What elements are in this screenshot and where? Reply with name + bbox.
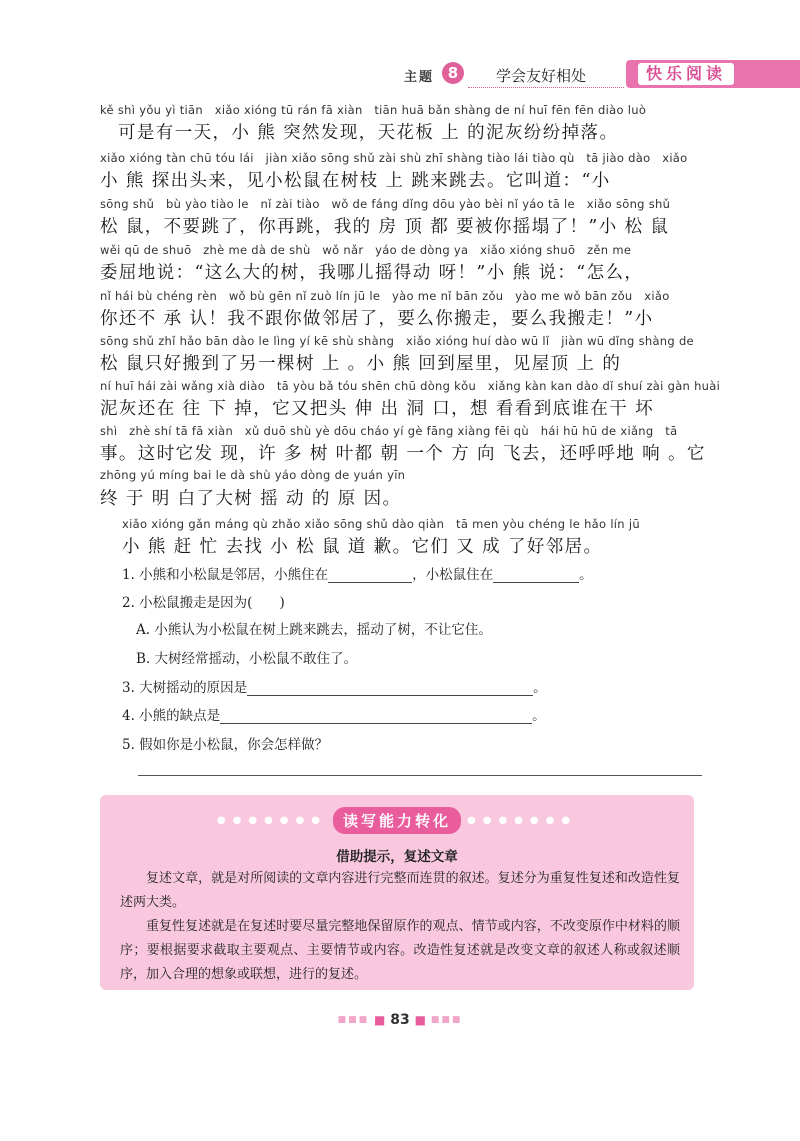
pinyin-line: xiǎo xióng tàn chū tóu lái jiàn xiǎo sōng shǔ zài shù zhī shàng tiào lái tiào qù tā jiào dào xiǎo: [100, 151, 688, 165]
question-3-text: 3. 大树摇动的原因是: [122, 680, 248, 696]
story-line-7: [100, 378, 721, 419]
tip-paragraph-2: 重复性复述就是在复述时要尽量完整地保留原作的观点、情节或内容，不改变原作中材料的顺序；要根据要求截取主要观点、主要情节或内容。改造性复述就是改变文章的叙述人称或叙述顺序，加入合理的想象或联想，进行的复述。: [120, 919, 680, 982]
story-line-9: [100, 468, 704, 508]
answer-blank-squirrel-home[interactable]: [493, 568, 579, 583]
theme-number-badge: 8: [442, 62, 464, 84]
decorative-dots-left: ●●●●●●●: [216, 815, 327, 826]
hanzi-line: 事。这时它发 现，许 多 树 叶都 朝 一个 方 向 飞去，还呼呼地 响 。它: [100, 444, 706, 464]
theme-label: 主题: [404, 70, 435, 85]
pinyin-line: kě shì yǒu yì tiān xiǎo xióng tū rán fā xiàn tiān huā bǎn shàng de ní huī fēn fēn diào luò: [100, 103, 647, 117]
tip-box: [100, 795, 694, 990]
tip-paragraph-1: 复述文章，就是对所阅读的文章内容进行完整而连贯的叙述。复述分为重复性复述和改造性复述两大类。: [120, 871, 680, 910]
story-line-1: [100, 102, 704, 142]
pinyin-line: zhōng yú míng bai le dà shù yáo dòng de yuán yīn: [100, 468, 406, 482]
question-1-text-c: 。: [579, 567, 593, 583]
question-4: [122, 704, 546, 724]
story-line-4: [100, 242, 704, 282]
theme-title: 学会友好相处: [496, 67, 587, 85]
question-1-text-b: ，小松鼠住在: [412, 567, 494, 583]
answer-blank-q3[interactable]: [247, 681, 533, 696]
story-line-6: [100, 333, 704, 373]
hanzi-line: 松 鼠只好搬到了另一棵树 上 。小 熊 回到屋里，见屋顶 上 的: [100, 354, 622, 374]
page-number: 83: [390, 1012, 410, 1028]
decorative-squares-left: ■■■: [337, 1015, 370, 1025]
header-dotted-divider: [468, 87, 624, 88]
hanzi-line: 委屈地说：“这么大的树，我哪儿摇得动 呀！”小 熊 说：“怎么，: [100, 263, 644, 283]
question-4-text: 4. 小熊的缺点是: [122, 708, 221, 724]
question-2-option-b[interactable]: B. 大树经常摇动，小松鼠不敢住了。: [136, 651, 358, 667]
hanzi-line: 可是有一天，小 熊 突然发现，天花板 上 的泥灰纷纷掉落。: [118, 123, 619, 143]
hanzi-line: 小 熊 探出头来，见小松鼠在树枝 上 跳来跳去。它叫道：“小: [100, 171, 611, 191]
question-4-end: 。: [532, 708, 546, 724]
pinyin-line: shì zhè shí tā fā xiàn xǔ duō shù yè dōu cháo yí gè fāng xiàng fēi qù hái hū hū de xiǎng tā: [100, 424, 678, 438]
hanzi-line: 泥灰还在 往 下 掉，它又把头 伸 出 洞 口，想 看看到底谁在干 坏: [100, 399, 655, 419]
tip-box-title: 读写能力转化: [333, 807, 461, 834]
tip-box-subtitle: 借助提示，复述文章: [336, 849, 458, 865]
story-line-5: [100, 288, 704, 328]
pinyin-line: nǐ hái bù chéng rèn wǒ bù gēn nǐ zuò lín jū le yào me nǐ bān zǒu yào me wǒ bān zǒu xiǎo: [100, 289, 670, 303]
pinyin-line: sōng shǔ bù yào tiào le nǐ zài tiào wǒ de fáng dǐng dōu yào bèi nǐ yáo tā le xiǎo sōng shǔ: [100, 197, 671, 211]
answer-line-q5[interactable]: [138, 775, 702, 776]
question-2-text: 2. 小松鼠搬走是因为( ): [122, 595, 285, 611]
hanzi-line: 小 熊 赶 忙 去找 小 松 鼠 道 歉。它们 又 成 了好邻居。: [122, 537, 603, 557]
decorative-dots-right: ●●●●●●●: [467, 815, 578, 826]
decorative-square-left: ■: [374, 1013, 386, 1027]
answer-blank-q4[interactable]: [220, 709, 532, 724]
question-1: [122, 563, 593, 583]
question-2: [122, 591, 285, 611]
decorative-square-right: ■: [414, 1013, 426, 1027]
story-line-10: [122, 516, 702, 556]
tip-box-header: [100, 807, 694, 834]
question-5: [122, 733, 328, 753]
question-5-text: 5. 假如你是小松鼠，你会怎样做？: [122, 737, 329, 753]
section-tag: [626, 60, 800, 88]
hanzi-line: 你还不 承 认！我不跟你做邻居了，要么你搬走，要么我搬走！”小: [100, 309, 654, 329]
pinyin-line: wěi qū de shuō zhè me dà de shù wǒ nǎr yáo de dòng ya xiǎo xióng shuō zěn me: [100, 243, 632, 257]
question-3-end: 。: [533, 680, 547, 696]
question-3: [122, 676, 547, 696]
pinyin-line: sōng shǔ zhǐ hǎo bān dào le lìng yí kē shù shàng xiǎo xióng huí dào wū lǐ jiàn wū dǐng shàng de: [100, 334, 694, 348]
answer-blank-bear-home[interactable]: [328, 568, 412, 583]
question-1-text-a: 1. 小熊和小松鼠是邻居，小熊住在: [122, 567, 329, 583]
question-2-option-a[interactable]: A. 小熊认为小松鼠在树上跳来跳去，摇动了树，不让它住。: [136, 622, 492, 638]
hanzi-line: 终 于 明 白了大树 摇 动 的 原 因。: [100, 489, 402, 509]
story-line-3: [100, 196, 704, 236]
story-line-8: [100, 423, 704, 463]
story-line-2: [100, 150, 704, 190]
page-header: [404, 60, 800, 94]
decorative-squares-right: ■■■: [430, 1015, 463, 1025]
page-footer: [0, 1012, 800, 1028]
hanzi-line: 松 鼠，不要跳了，你再跳，我的 房 顶 都 要被你摇塌了！”小 松 鼠: [100, 217, 670, 237]
pinyin-line: xiǎo xióng gǎn máng qù zhǎo xiǎo sōng shǔ dào qiàn tā men yòu chéng le hǎo lín jū: [122, 517, 640, 531]
section-tag-label: 快乐阅读: [638, 63, 734, 85]
pinyin-line: ní huī hái zài wǎng xià diào tā yòu bǎ tóu shēn chū dòng kǒu xiǎng kàn kan dào dǐ shuí zài gàn huài: [100, 379, 721, 393]
